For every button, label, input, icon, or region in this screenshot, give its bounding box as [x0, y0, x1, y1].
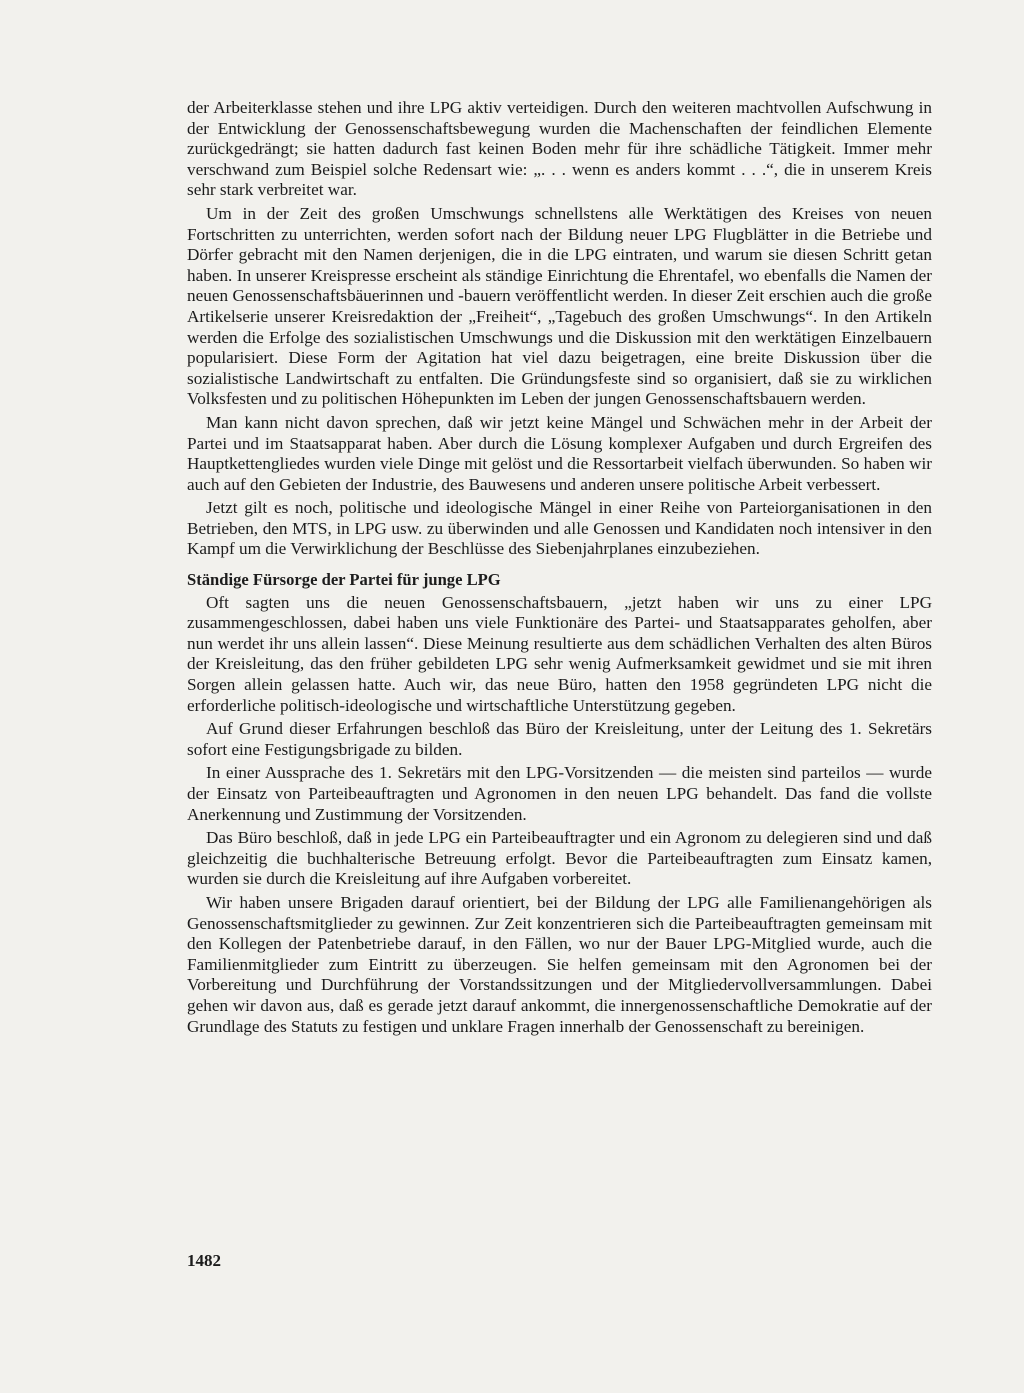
paragraph-continuation: der Arbeiterklasse stehen und ihre LPG aktiv verteidigen. Durch den weiteren machtvollen Aufschwung in der Entwicklung der Genossenschaftsbewegung wurden die Machenschaften der feindlichen Elemente zurückgedrängt; sie hatten dadurch fast keinen Boden mehr für ihre schädliche Tätigkeit. Immer mehr verschwand zum Beispiel solche Redensart wie: „. . . wenn es anders kommt . . .“, die in unserem Kreis sehr stark verbreitet war. [187, 98, 932, 200]
page-body [187, 98, 932, 1040]
paragraph-delegation: Das Büro beschloß, daß in jede LPG ein Parteibeauftragter und ein Agronom zu delegieren sind und daß gleichzeitig die buchhalterische Betreuung erfolgt. Bevor die Parteibeauftragten zum Einsatz kamen, wurden sie durch die Kreisleitung auf ihre Aufgaben vorbereitet. [187, 828, 932, 889]
paragraph-new-members: Oft sagten uns die neuen Genossenschaftsbauern, „jetzt haben wir uns zu einer LPG zusammengeschlossen, dabei haben uns viele Funktionäre des Partei- und Staatsapparates geholfen, aber nun werdet ihr uns allein lassen“. Diese Meinung resultierte aus dem schädlichen Verhalten des alten Büros der Kreisleitung, das den früher gebildeten LPG sehr wenig Aufmerksamkeit gewidmet und sie mit ihren Sorgen allein gelassen hatte. Auch wir, das neue Büro, hatten den 1958 gegründeten LPG nicht die erforderliche politisch-ideologische und wirtschaftliche Unterstützung gegeben. [187, 592, 932, 715]
paragraph-brigade-decision: Auf Grund dieser Erfahrungen beschloß das Büro der Kreisleitung, unter der Leitung des 1. Sekretärs sofort eine Festigungsbrigade zu bilden. [187, 719, 932, 759]
paragraph-shortcomings: Man kann nicht davon sprechen, daß wir jetzt keine Mängel und Schwächen mehr in der Arbeit der Partei und im Staatsapparat haben. Aber durch die Lösung komplexer Aufgaben und durch Ergreifen des Hauptkettengliedes wurden viele Dinge mit gelöst und die Ressortarbeit vielfach überwunden. So haben wir auch auf den Gebieten der Industrie, des Bauwesens und anderen unsere politische Arbeit verbessert. [187, 412, 932, 494]
paragraph-press-agitation: Um in der Zeit des großen Umschwungs schnellstens alle Werktätigen des Kreises von neuen Fortschritten zu unterrichten, werden sofort nach der Bildung neuer LPG Flugblätter in die Betriebe und Dörfer gebracht mit den Namen derjenigen, die in die LPG eintraten, und warum sie diesen Schritt getan haben. In unserer Kreispresse erscheint als ständige Einrichtung die Ehrentafel, wo ebenfalls die Namen der neuen Genossenschaftsbäuerinnen und -bauern veröffentlicht werden. In dieser Zeit erschien auch die große Artikelserie unserer Kreisredaktion der „Freiheit“, „Tagebuch des großen Umschwungs“. In den Artikeln werden die Erfolge des sozialistischen Umschwungs und die Diskussion mit den werktätigen Einzelbauern popularisiert. Diese Form der Agitation hat viel dazu beigetragen, eine breite Diskussion über die sozialistische Landwirtschaft zu entfalten. Die Gründungsfeste sind so organisiert, daß sie zu wirklichen Volksfesten und zu politischen Höhepunkten im Leben der jungen Genossenschaftsbauern werden. [187, 203, 932, 409]
paragraph-ideological-tasks: Jetzt gilt es noch, politische und ideologische Mängel in einer Reihe von Parteiorganisationen in den Betrieben, den MTS, in LPG usw. zu überwinden und alle Genossen und Kandidaten noch intensiver in den Kampf um die Verwirklichung der Beschlüsse des Siebenjahrplanes einzubeziehen. [187, 498, 932, 559]
paragraph-family-members: Wir haben unsere Brigaden darauf orientiert, bei der Bildung der LPG alle Familienangehörigen als Genossenschaftsmitglieder zu gewinnen. Zur Zeit konzentrieren sich die Parteibeauftragten gemeinsam mit den Kollegen der Patenbetriebe darauf, in den Fällen, wo nur der Bauer LPG-Mitglied wurde, auch die Familienmitglieder zum Eintritt zu überzeugen. Sie helfen gemeinsam mit den Agronomen bei der Vorbereitung und Durchführung der Vorstandssitzungen und der Mitgliedervollversammlungen. Dabei gehen wir davon aus, daß es gerade jetzt darauf ankommt, die innergenossenschaftliche Demokratie auf der Grundlage des Statuts zu festigen und unklare Fragen innerhalb der Genossenschaft zu bereinigen. [187, 892, 932, 1036]
section-heading: Ständige Fürsorge der Partei für junge LPG [187, 570, 501, 590]
paragraph-chairmen-meeting: In einer Aussprache des 1. Sekretärs mit den LPG-Vorsitzenden — die meisten sind parteilos — wurde der Einsatz von Parteibeauftragten und Agronomen in den neuen LPG behandelt. Das fand die vollste Anerkennung und Zustimmung der Vorsitzenden. [187, 763, 932, 824]
page-number: 1482 [187, 1251, 221, 1270]
